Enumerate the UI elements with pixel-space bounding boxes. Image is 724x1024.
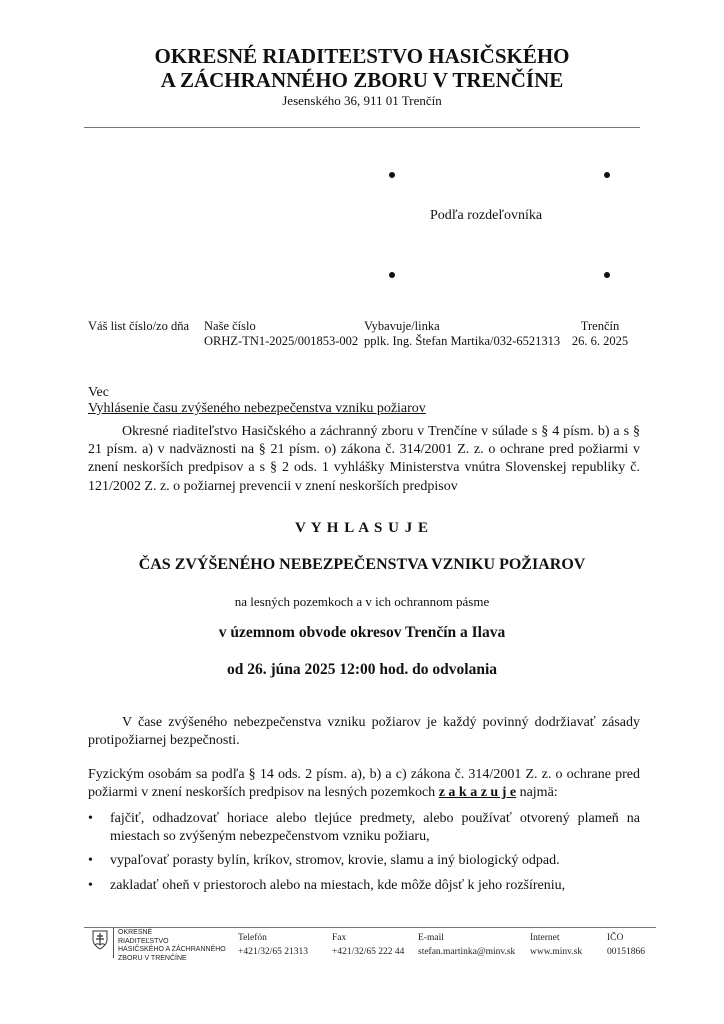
our-number-value: ORHZ-TN1-2025/001853-002 — [204, 334, 359, 348]
footer-email-value[interactable]: stefan.martinka@minv.sk — [418, 947, 516, 957]
subject-label: Vec — [88, 385, 109, 400]
footer-org-name — [118, 929, 226, 963]
list-item-text: vypaľovať porasty bylín, kríkov, stromov, krovie, slamu a iný biologický odpad. — [110, 853, 560, 868]
footer-emblem-divider — [113, 928, 114, 958]
header-divider — [84, 127, 640, 128]
footer-internet-label: Internet — [530, 933, 560, 943]
declaration-headline: ČAS ZVÝŠENÉHO NEBEZPEČENSTVA VZNIKU POŽIAROV — [138, 556, 586, 573]
your-letter-label: Váš list číslo/zo dňa — [88, 319, 190, 333]
footer-fax — [332, 931, 404, 959]
footer-org-line: HASIČSKÉHO A ZÁCHRANNÉHO — [118, 946, 226, 953]
declaration-heading: V Y H L A S U J E — [295, 520, 429, 536]
footer-fax-value: +421/32/65 222 44 — [332, 947, 405, 957]
footer-internet-value[interactable]: www.minv.sk — [530, 947, 583, 957]
footer-org-line: OKRESNÉ — [118, 929, 153, 936]
list-item-text: fajčiť, odhadzovať horiace alebo tlejúce predmety, alebo používať otvorený plameň na miestach so zvýšeným nebezpečenstvom vzniku požiaru, — [110, 811, 640, 845]
handled-by-label: Vybavuje/linka — [364, 319, 440, 333]
footer-email-label: E-mail — [418, 933, 444, 943]
bullet-icon: • — [88, 878, 93, 893]
prohibition-paragraph — [88, 766, 640, 802]
intro-paragraph: Okresné riaditeľstvo Hasičského a záchranný zboru v Trenčíne v súlade s § 4 písm. b) a s § 21 písm. a) v nadväznosti na § 21 písm. o) zákona č. 314/2001 Z. z. o ochrane pred požiarmi v znení neskorších predpisov a s § 2 ods. 1 vyhlášky Ministerstva vnútra Slovenskej republiky č. 121/2002 Z. z. o požiarnej prevencii v znení neskorších predpisov — [88, 424, 640, 494]
address-window-mark-icon — [604, 272, 610, 278]
footer-ico-label: IČO — [607, 933, 624, 943]
list-item — [88, 852, 640, 870]
handled-by-value: pplk. Ing. Štefan Martika/032-6521313 — [364, 334, 561, 348]
list-item-text: zakladať oheň v priestoroch alebo na miestach, kde môže dôjsť k jeho rozšíreniu, — [110, 878, 566, 893]
footer-phone — [238, 931, 308, 959]
place: Trenčín — [580, 319, 620, 333]
prohibition-suffix: najmä: — [516, 785, 558, 801]
footer-email — [418, 931, 515, 959]
bullet-icon: • — [88, 811, 93, 826]
prohibition-keyword: z a k a z u j e — [438, 785, 517, 801]
footer-ico-value: 00151866 — [607, 947, 645, 957]
declaration-area: v územnom obvode okresov Trenčín a Ilava — [218, 624, 506, 641]
footer-org-line: ZBORU V TRENČÍNE — [118, 954, 187, 962]
prohibition-text: Fyzickým osobám sa podľa § 14 ods. 2 písm. a), b) a c) zákona č. 314/2001 Z. z. o ochrane pred požiarmi v znení neskorších predpisov na lesných pozemkoch — [88, 767, 640, 801]
list-item — [88, 877, 640, 895]
bullet-icon: • — [88, 853, 93, 868]
slovak-coat-of-arms-icon — [92, 930, 108, 950]
recipient: Podľa rozdeľovníka — [430, 208, 543, 223]
declaration-period: od 26. júna 2025 12:00 hod. do odvolania — [226, 661, 498, 678]
list-item — [88, 810, 640, 846]
footer-ico — [607, 931, 645, 959]
declaration-scope: na lesných pozemkoch a v ich ochrannom pásme — [234, 594, 490, 609]
footer-internet — [530, 931, 582, 959]
footer-phone-label: Telefón — [238, 933, 267, 943]
subject-title: Vyhlásenie času zvýšeného nebezpečenstva vzniku požiarov — [88, 401, 426, 416]
our-number-label: Naše číslo — [204, 319, 256, 333]
address-window-mark-icon — [389, 172, 395, 178]
address-window-mark-icon — [604, 172, 610, 178]
date: 26. 6. 2025 — [571, 334, 629, 348]
address-window-mark-icon — [389, 272, 395, 278]
footer-fax-label: Fax — [332, 933, 347, 943]
footer-divider — [84, 927, 656, 928]
letterhead-title-line2: A ZÁCHRANNÉHO ZBORU V TRENČÍNE — [160, 68, 564, 92]
duty-paragraph: V čase zvýšeného nebezpečenstva vzniku požiarov je každý povinný dodržiavať zásady protipožiarnej bezpečnosti. — [88, 715, 640, 749]
footer-org-line: RIADITEĽSTVO — [118, 937, 169, 945]
letterhead-title-line1: OKRESNÉ RIADITEĽSTVO HASIČSKÉHO — [154, 44, 570, 68]
footer-phone-value: +421/32/65 21313 — [238, 947, 309, 957]
letterhead-address: Jesenského 36, 911 01 Trenčín — [282, 93, 442, 108]
